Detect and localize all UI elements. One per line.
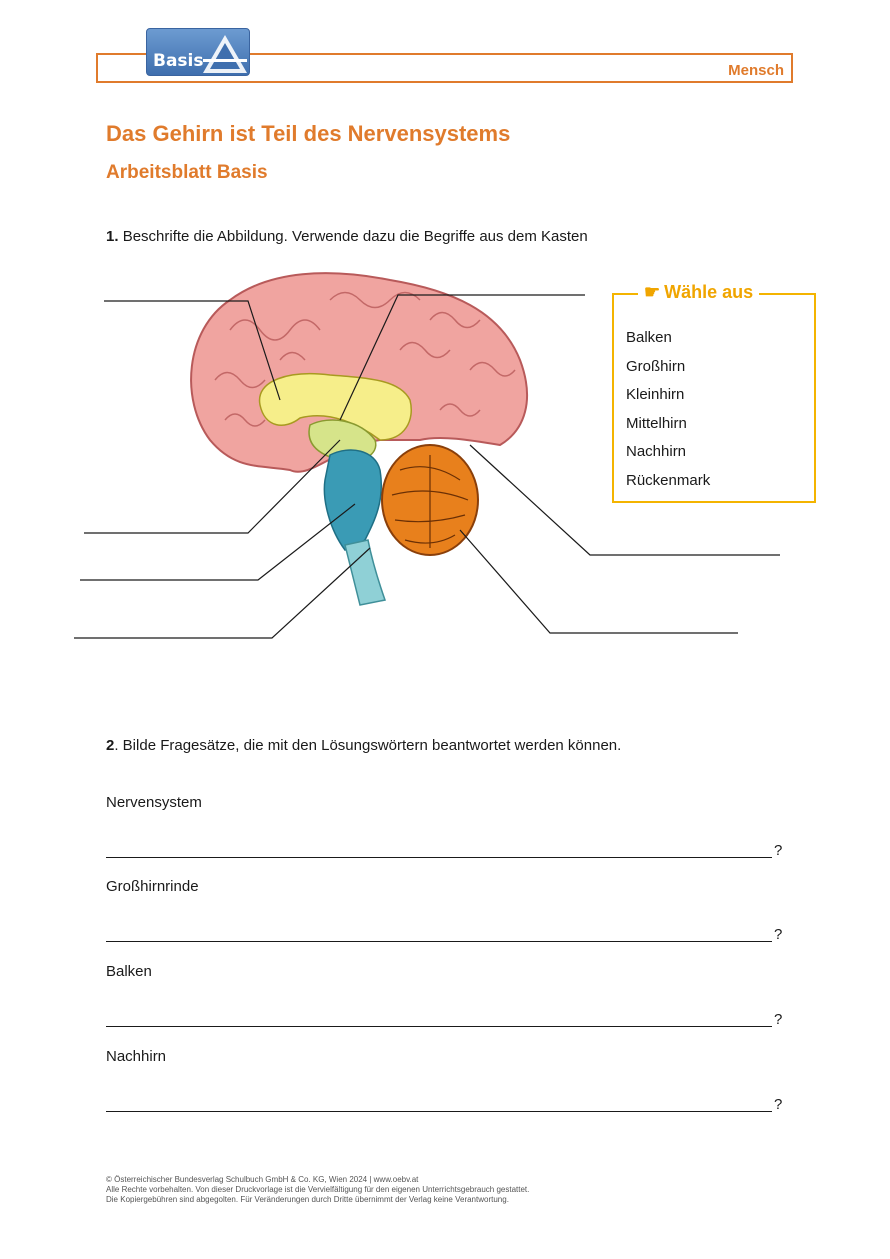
question-word: Balken	[106, 963, 152, 980]
word-box-title	[638, 282, 759, 303]
footer	[106, 1175, 529, 1205]
section-label: Mensch	[728, 62, 784, 79]
page-title: Das Gehirn ist Teil des Nervensystems	[106, 121, 511, 146]
answer-line[interactable]	[106, 1111, 772, 1112]
task-1	[106, 228, 588, 245]
question-mark: ?	[774, 1096, 783, 1113]
task-1-text: Beschrifte die Abbildung. Verwende dazu die Begriffe aus dem Kasten	[122, 228, 588, 245]
footer-line: © Österreichischer Bundesverlag Schulbuch GmbH & Co. KG, Wien 2024 | www.oebv.at	[106, 1175, 419, 1184]
basis-logo	[146, 28, 250, 76]
footer-line: Alle Rechte vorbehalten. Von dieser Druckvorlage ist die Vervielfältigung für den eigenen Unterrichtsgebrauch gestattet.	[106, 1185, 530, 1194]
brainstem-shape	[324, 450, 381, 550]
word-item: Rückenmark	[626, 471, 711, 489]
word-item: Kleinhirn	[626, 386, 685, 403]
task-2-number: 2	[106, 737, 115, 754]
question-mark: ?	[774, 842, 783, 859]
footer-line: Die Kopiergebühren sind abgegolten. Für Veränderungen durch Dritte übernimmt der Verlag keine Verantwortung.	[106, 1195, 509, 1204]
question-word: Nervensystem	[106, 794, 202, 811]
question-word: Großhirnrinde	[106, 878, 199, 895]
spinal-cord-shape	[345, 540, 385, 605]
task-2-text: . Bilde Fragesätze, die mit den Lösungswörtern beantwortet werden können.	[114, 737, 622, 754]
logo-text: Basis	[153, 51, 204, 71]
task-1-number: 1.	[106, 228, 119, 245]
word-item: Balken	[626, 329, 672, 346]
question-word: Nachhirn	[106, 1048, 167, 1065]
question-mark: ?	[774, 926, 783, 943]
question-mark: ?	[774, 1011, 783, 1028]
word-item: Großhirn	[626, 357, 686, 375]
word-item: Nachhirn	[626, 443, 687, 460]
answer-line[interactable]	[106, 1026, 772, 1027]
word-box-title-text: Wähle aus	[664, 282, 754, 302]
task-2	[106, 737, 621, 754]
word-box	[612, 282, 816, 503]
pointing-hand-icon: ☛	[644, 282, 661, 302]
page-subtitle: Arbeitsblatt Basis	[106, 162, 268, 183]
answer-line[interactable]	[106, 857, 772, 858]
word-list	[626, 329, 710, 500]
word-item: Mittelhirn	[626, 414, 687, 432]
answer-line[interactable]	[106, 941, 772, 942]
